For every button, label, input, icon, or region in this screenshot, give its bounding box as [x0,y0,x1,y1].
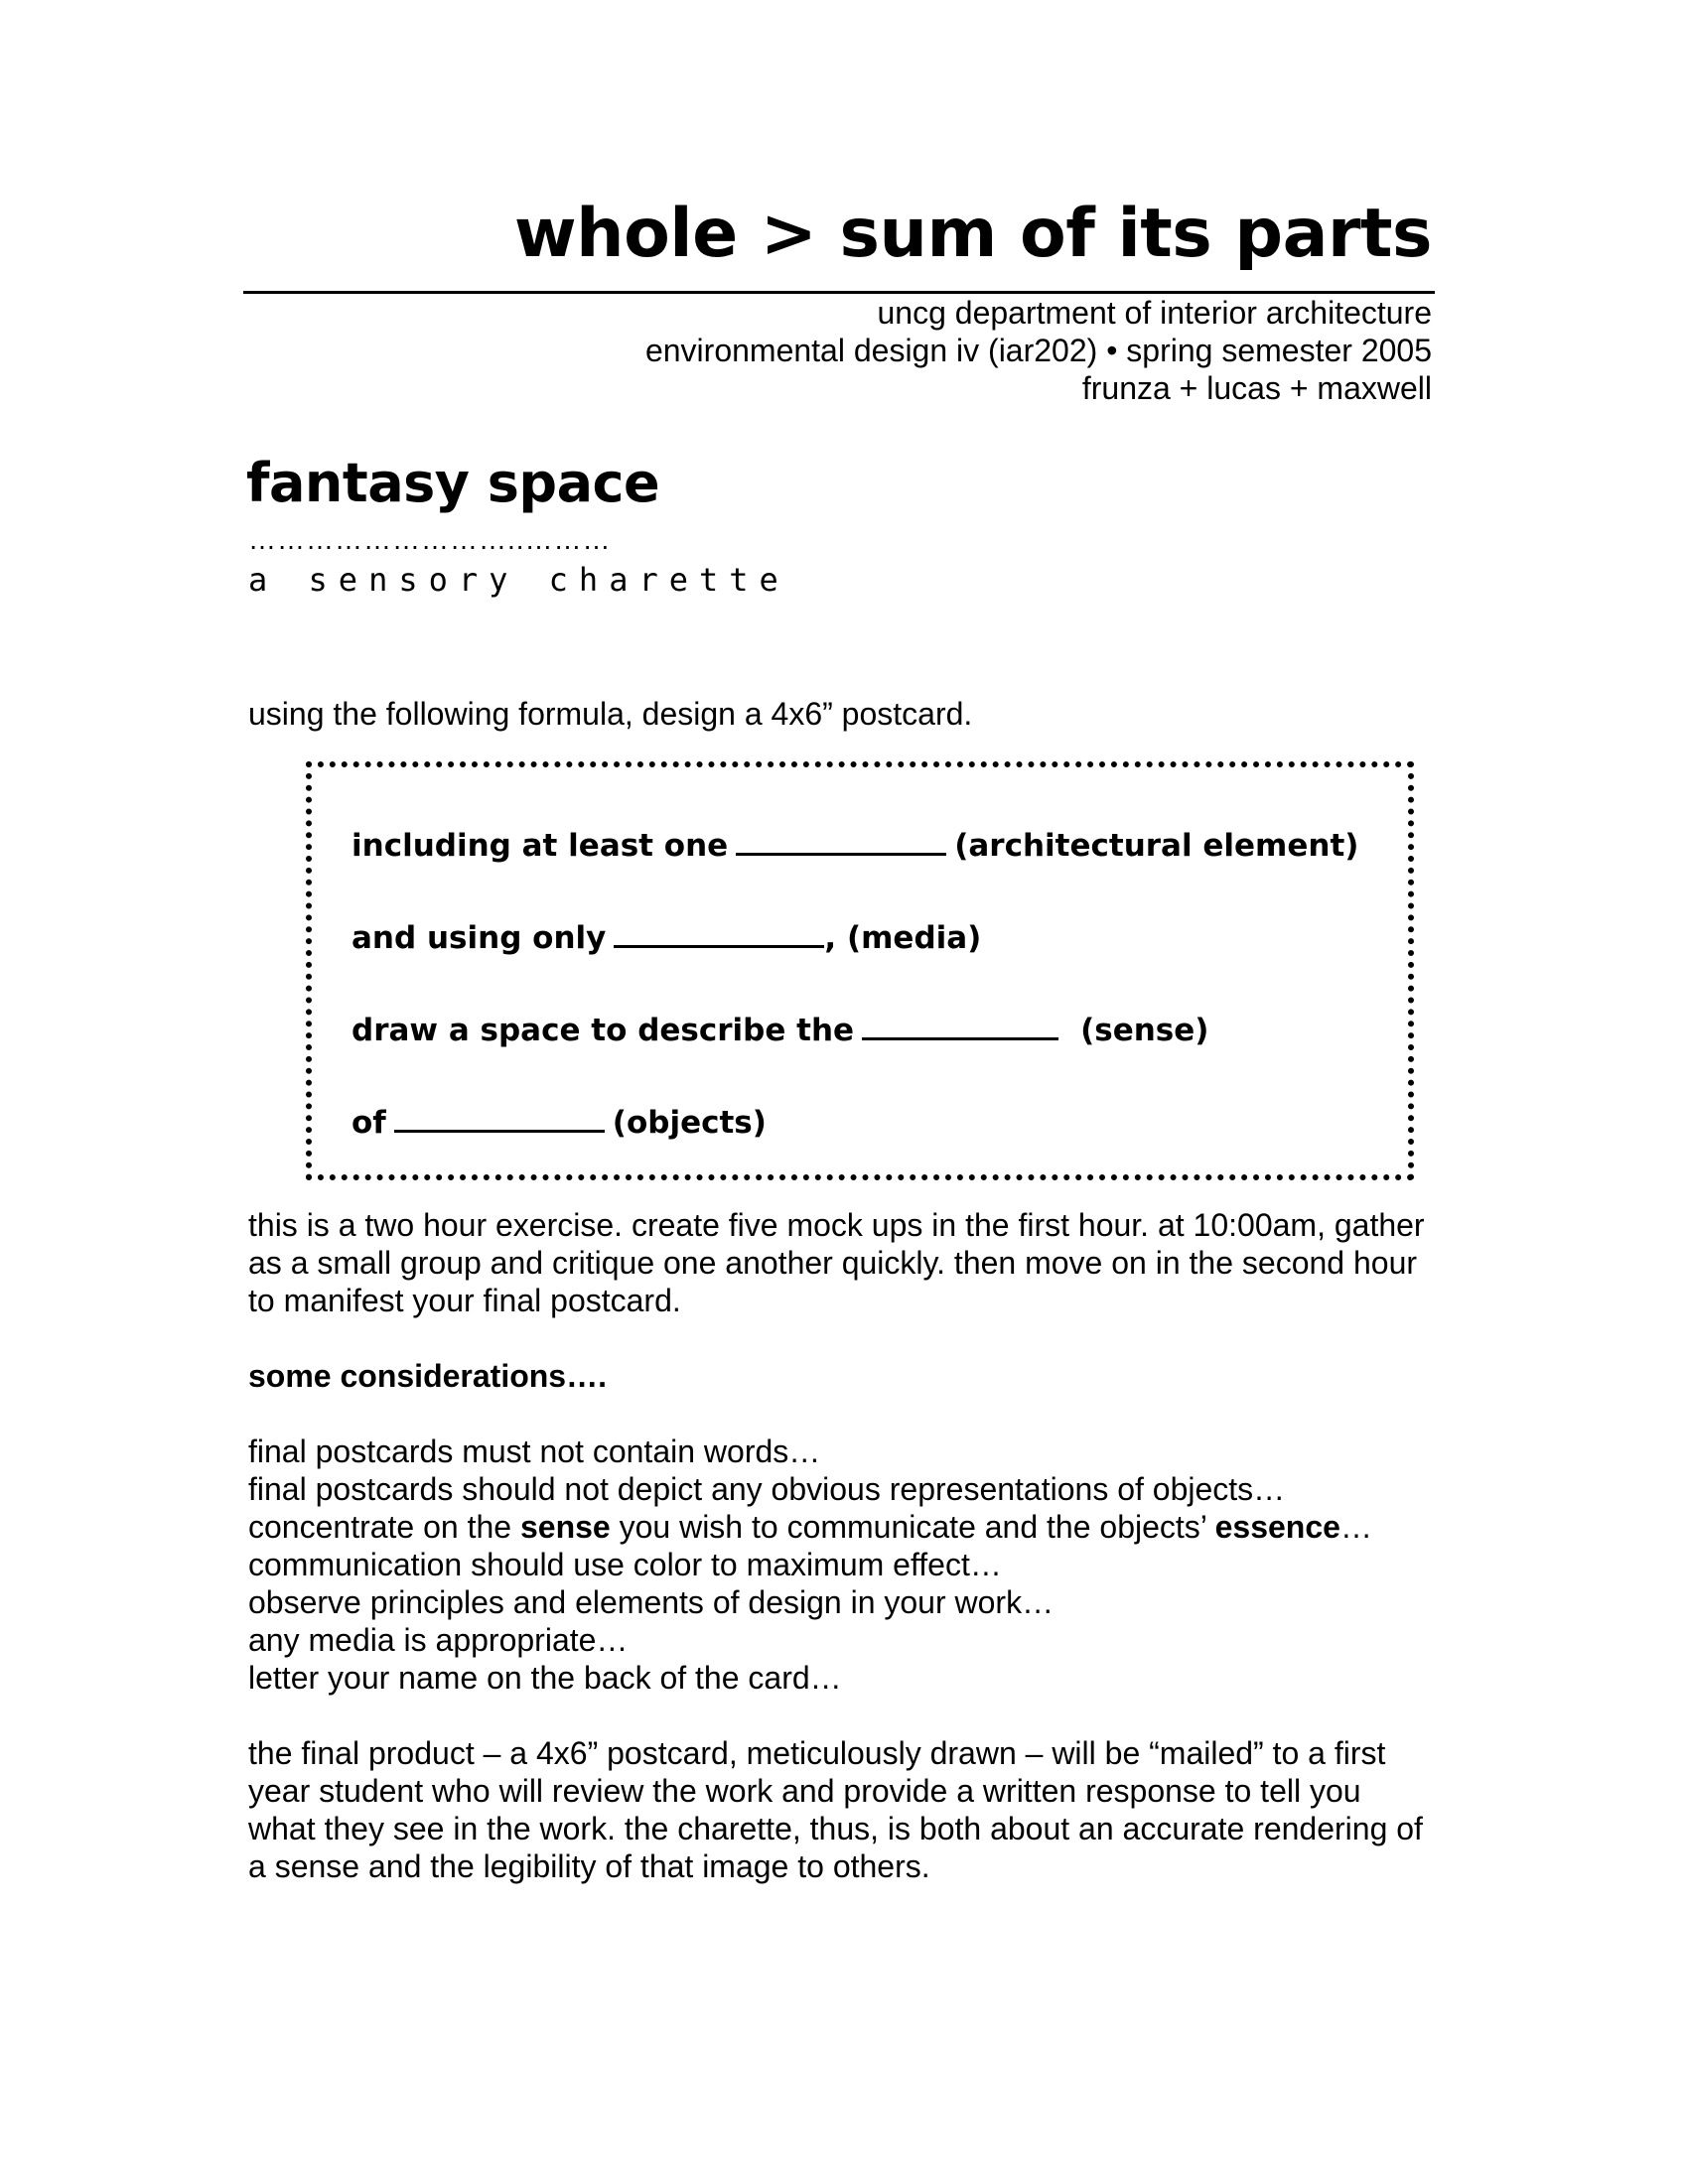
list-item-text: you wish to communicate and the objects’ [610,1509,1215,1545]
list-item: communication should use color to maximum effect… [248,1547,1002,1582]
emphasis-essence: essence [1214,1509,1340,1545]
list-item: letter your name on the back of the card… [248,1660,842,1696]
formula-line-objects [352,1099,767,1139]
document-title: fantasy space [246,452,660,514]
instructors-line: frunza + lucas + maxwell [1081,370,1432,406]
formula-text: and using only [352,920,607,956]
final-paragraph: the final product – a 4x6” postcard, meticulously drawn – will be “mailed” to a first year student who will review the work and provide a written response to tell you what they see in the work. the charette, thus, is both about an accurate rendering of a sense and the legibility of that image to others. [248,1735,1423,1884]
formula-line-sense [352,1007,1208,1046]
considerations-heading: some considerations…. [248,1358,607,1394]
list-item: final postcards must not contain words… [248,1433,821,1469]
formula-hint: (sense) [1080,1013,1209,1048]
list-item: observe principles and elements of design in your work… [248,1584,1055,1620]
formula-box [306,761,1414,1180]
course-line: environmental design iv (iar202) • spring semester 2005 [644,333,1432,368]
formula-text: draw a space to describe the [352,1013,855,1048]
fill-in-blank [862,1007,1058,1040]
intro-text: using the following formula, design a 4x6” postcard. [248,696,973,732]
formula-line-architectural-element [352,822,1358,862]
formula-text: including at least one [352,828,729,864]
header-info [243,294,1432,407]
fill-in-blank [614,914,824,948]
formula-hint: , (media) [824,920,982,956]
list-item-text: concentrate on the [248,1509,520,1545]
formula-hint: (architectural element) [954,828,1359,864]
list-item-text: … [1339,1509,1372,1545]
formula-text: of [352,1105,386,1141]
list-item: final postcards should not depict any obvious representations of objects… [248,1471,1286,1507]
formula-hint: (objects) [612,1105,767,1141]
fill-in-blank [736,822,946,856]
dotted-divider: ………………………..……… [248,524,612,555]
document-subtitle: a sensory charette [248,561,789,599]
fill-in-blank [394,1099,605,1133]
exercise-paragraph: this is a two hour exercise. create five mock ups in the first hour. at 10:00am, gather as a small group and critique one another quickly. then move on in the second hour to manifest your final postcard. [248,1207,1425,1318]
list-item: any media is appropriate… [248,1622,629,1658]
emphasis-sense: sense [519,1509,611,1545]
formula-line-media [352,914,981,954]
department-line: uncg department of interior architecture [877,295,1432,331]
considerations-list [248,1433,1432,1697]
list-item [248,1508,1432,1546]
page-header-title: whole > sum of its parts [513,195,1432,273]
